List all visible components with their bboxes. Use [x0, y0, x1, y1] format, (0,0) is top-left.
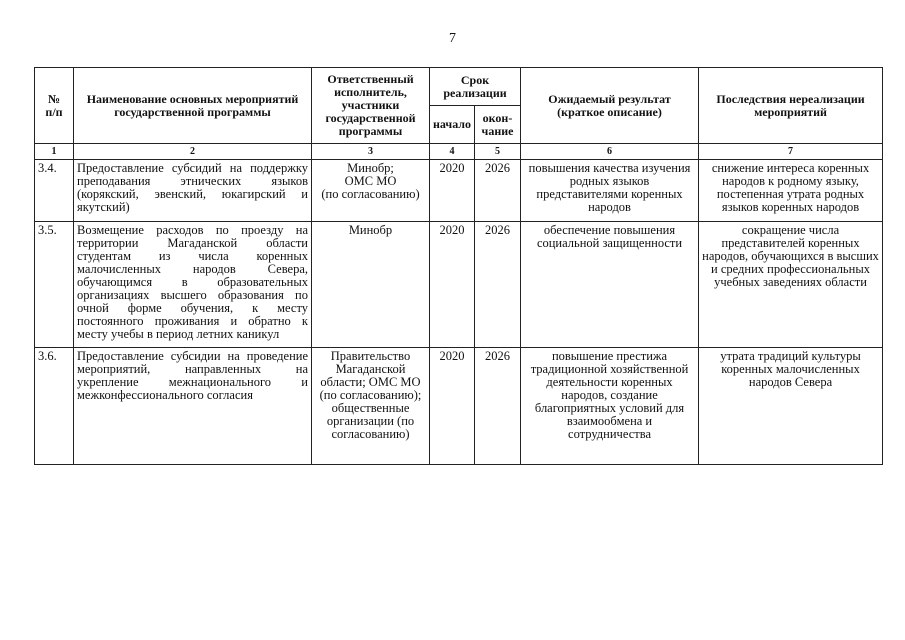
row-number: 3.6. — [35, 348, 74, 465]
header-period: Срок реализации — [430, 68, 521, 106]
activity-name: Возмещение расходов по проезду на территории Магаданской области студентам из числа коренных малочисленных народов Севера, обучающимся в образовательных организациях высшего образования по очной форме обучения, к месту постоянного проживания и обратно к месту учебы в период летних каникул — [74, 222, 312, 348]
row-number: 3.4. — [35, 160, 74, 222]
expected-result: повышение престижа традиционной хозяйственной деятельности коренных народов, создание благоприятных условий для взаимообмена и сотрудничества — [521, 348, 699, 465]
program-activities-table — [34, 67, 883, 465]
end-year: 2026 — [475, 348, 521, 465]
row-number: 3.5. — [35, 222, 74, 348]
column-number-row — [35, 144, 883, 160]
col-number: 5 — [475, 144, 521, 160]
consequences: утрата традиций культуры коренных малочисленных народов Севера — [699, 348, 883, 465]
executor: Минобр — [312, 222, 430, 348]
start-year: 2020 — [430, 222, 475, 348]
col-number: 2 — [74, 144, 312, 160]
end-year: 2026 — [475, 160, 521, 222]
header-end: окон- чание — [475, 106, 521, 144]
expected-result: повышения качества изучения родных языков представителями коренных народов — [521, 160, 699, 222]
consequences: снижение интереса коренных народов к родному языку, постепенная утрата родных языков коренных народов — [699, 160, 883, 222]
col-number: 4 — [430, 144, 475, 160]
table-row — [35, 222, 883, 348]
start-year: 2020 — [430, 160, 475, 222]
page-number: 7 — [449, 31, 456, 46]
start-year: 2020 — [430, 348, 475, 465]
executor: Минобр; ОМС МО (по согласованию) — [312, 160, 430, 222]
end-year: 2026 — [475, 222, 521, 348]
col-number: 3 — [312, 144, 430, 160]
table-row — [35, 348, 883, 465]
executor: Правительство Магаданской области; ОМС МО (по согласованию); общественные организации (по согласованию) — [312, 348, 430, 465]
header-start: начало — [430, 106, 475, 144]
consequences: сокращение числа представителей коренных народов, обучающихся в высших и средних профессиональных учебных заведениях области — [699, 222, 883, 348]
header-consequences: Последствия нереализации мероприятий — [699, 68, 883, 144]
col-number: 6 — [521, 144, 699, 160]
activity-name: Предоставление субсидий на поддержку преподавания этнических языков (корякский, эвенский, юкагирский и якутский) — [74, 160, 312, 222]
expected-result: обеспечение повышения социальной защищенности — [521, 222, 699, 348]
header-name: Наименование основных мероприятий государственной программы — [74, 68, 312, 144]
col-number: 1 — [35, 144, 74, 160]
col-number: 7 — [699, 144, 883, 160]
header-executor: Ответственный исполнитель, участники государственной программы — [312, 68, 430, 144]
header-num: № п/п — [35, 68, 74, 144]
header-result: Ожидаемый результат (краткое описание) — [521, 68, 699, 144]
table-row — [35, 160, 883, 222]
activity-name: Предоставление субсидии на проведение мероприятий, направленных на укрепление межнационального и межконфессионального согласия — [74, 348, 312, 465]
